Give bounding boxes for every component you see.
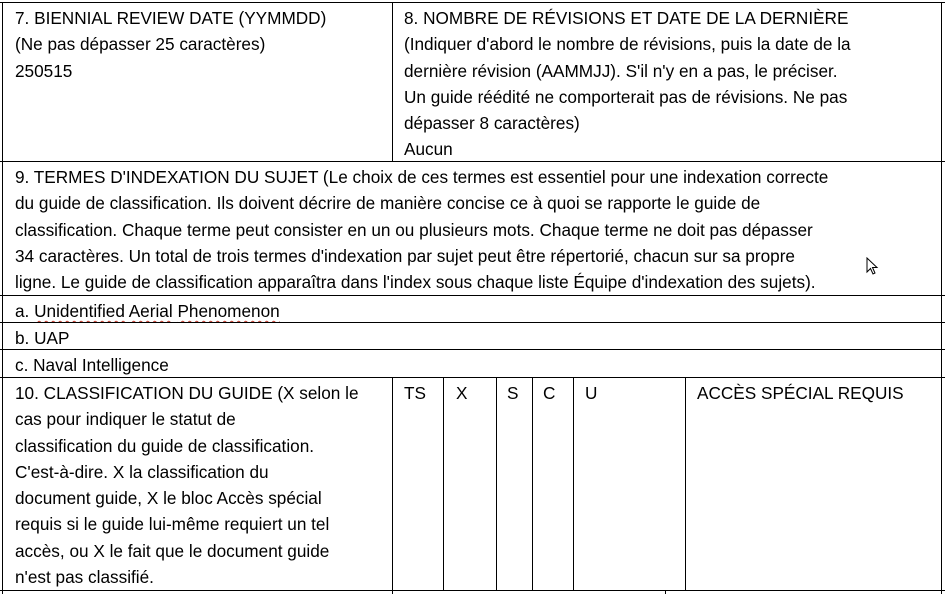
biennial-review-date-value[interactable]: 250515: [15, 60, 73, 81]
section-7-title: 7. BIENNIAL REVIEW DATE (YYMMDD): [15, 8, 327, 28]
section-8-instruction-line: dernière révision (AAMMJJ). S'il n'y en a pas, le préciser.: [404, 60, 838, 81]
section-10-instruction-line: C'est-à-dire. X la classification du: [15, 461, 269, 482]
section-9-instruction-line: classification. Chaque terme peut consister en un ou plusieurs mots. Chaque terme ne doit pas dépasser: [15, 219, 813, 240]
misspelled-word[interactable]: Unidentified: [34, 301, 125, 321]
classification-c-cell[interactable]: [532, 377, 573, 590]
section-8-instruction-line: dépasser 8 caractères): [404, 113, 580, 134]
section-10-instruction-line: n'est pas classifié.: [15, 567, 154, 588]
classification-u-label: U: [585, 383, 598, 403]
index-term-c[interactable]: c. Naval Intelligence: [15, 355, 169, 375]
classification-ts-cell[interactable]: [392, 377, 443, 590]
revision-count-value[interactable]: Aucun: [404, 139, 453, 160]
classification-s-cell[interactable]: [496, 377, 532, 590]
section-10-instruction-line: requis si le guide lui-même requiert un tel: [15, 514, 330, 535]
section-8-instruction-line: (Indiquer d'abord le nombre de révisions, puis la date de la: [404, 34, 851, 55]
column-divider: [665, 590, 666, 594]
index-term-b[interactable]: b. UAP: [15, 328, 70, 348]
index-term-b-row[interactable]: [2, 322, 941, 349]
classification-x-cell[interactable]: [443, 377, 496, 590]
section-10-instruction-line: accès, ou X le fait que le document guide: [15, 540, 330, 561]
classification-u-cell[interactable]: [573, 377, 685, 590]
section-8-title: 8. NOMBRE DE RÉVISIONS ET DATE DE LA DERNIÈRE: [404, 8, 849, 28]
section-9-title: 9. TERMES D'INDEXATION DU SUJET (Le choix de ces termes est essentiel pour une indexation correcte: [15, 167, 829, 187]
section-9-cell: [2, 161, 941, 295]
section-9-instruction-line: du guide de classification. Ils doivent décrire de manière concise ce à quoi se rapporte le guide de: [15, 193, 761, 214]
index-term-a-row[interactable]: [2, 295, 941, 322]
section-10-instruction-line: classification du guide de classification.: [15, 435, 315, 456]
misspelled-word[interactable]: Aerial: [128, 301, 173, 321]
index-term-c-row[interactable]: [2, 349, 941, 377]
mouse-cursor-icon: [866, 257, 880, 277]
section-7-cell: [2, 2, 392, 161]
index-term-a-prefix: a.: [15, 301, 35, 321]
special-access-cell[interactable]: [685, 377, 941, 590]
section-10-instruction-line: document guide, X le bloc Accès spécial: [15, 488, 322, 509]
classification-c-label: C: [543, 383, 556, 403]
classification-x-label: X: [456, 383, 468, 403]
section-10-title: 10. CLASSIFICATION DU GUIDE (X selon le: [15, 383, 359, 403]
section-9-instruction-line: 34 caractères. Un total de trois termes d'indexation par sujet peut être répertorié, chacun sur sa propre: [15, 245, 795, 266]
section-9-instruction-line: ligne. Le guide de classification apparaîtra dans l'index sous chaque liste Équipe d'indexation des sujets).: [15, 272, 816, 293]
section-7-instruction: (Ne pas dépasser 25 caractères): [15, 34, 266, 55]
table-rule: [0, 590, 945, 591]
table-border-right: [941, 2, 942, 594]
section-10-instruction-line: cas pour indiquer le statut de: [15, 409, 236, 430]
classification-s-label: S: [507, 383, 519, 403]
misspelled-word[interactable]: Phenomenon: [177, 301, 280, 321]
special-access-label: ACCÈS SPÉCIAL REQUIS: [697, 383, 904, 403]
section-10-cell: [2, 377, 392, 590]
section-8-instruction-line: Un guide réédité ne comporterait pas de révisions. Ne pas: [404, 86, 848, 107]
classification-ts-label: TS: [404, 383, 426, 403]
section-8-cell: [392, 2, 941, 161]
index-term-a[interactable]: [15, 298, 941, 322]
